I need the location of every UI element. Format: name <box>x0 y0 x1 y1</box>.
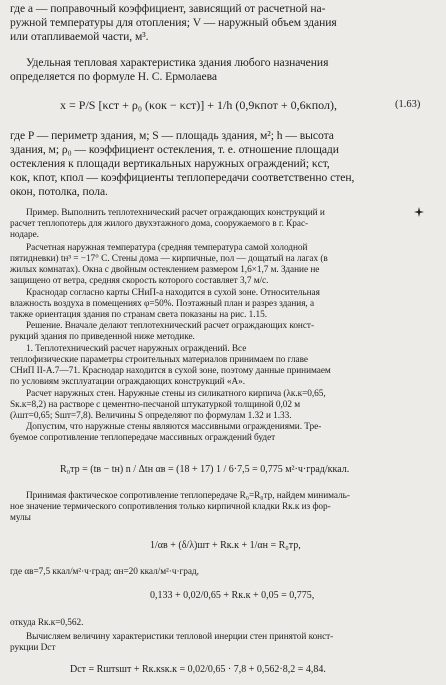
inertia-line-1: Вычисляем величину характеристики тепловой инерции стен принятой конст- <box>26 632 334 642</box>
example-line-5: пятидневки) tн³ = −17° С. Стены дома — кирпичные, пол — дощатый на лагах (в <box>10 254 328 264</box>
example-line-12: рукций здания по приведенной ниже методике. <box>10 332 195 342</box>
formula-number: (1.63) <box>395 99 421 110</box>
formula-d: Dст = Rштsшт + Rк.кsк.к = 0,02/0,65 · 7,8 + 0,562·8,2 = 4,84. <box>70 664 326 675</box>
ermolaev-formula: x = P/S [κст + ρ₀ (κок − κст)] + 1/h (0,9κпот + 0,6κпол), <box>60 98 337 112</box>
alpha-text: где αв=7,5 ккал/м²·ч·град; αн=20 ккал/м²·ч·град, <box>10 567 199 577</box>
example-line-7: защищено от ветра, средняя скорость которого составляет 3,7 м/с. <box>10 276 269 286</box>
example-line-2: расчет теплопотерь для жилого двухэтажного дома, сооружаемого в г. Крас- <box>10 219 309 229</box>
example-line-1: Пример. Выполнить теплотехнический расчет ограждающих конструкций и <box>26 208 325 218</box>
example-line-11: Решение. Вначале делают теплотехнический расчет ограждающих конст- <box>26 321 314 331</box>
example-line-18: Sк.к=8,2) на растворе с цементно-песчаной штукатуркой толщиной 0,02 м <box>10 400 301 410</box>
formula-sum: 1/αв + (δ/λ)шт + Rк.к + 1/αн = R₀тр, <box>150 540 301 551</box>
example-line-8: Краснодар согласно карты СНиП-а находится в сухой зоне. Относительная <box>26 288 320 298</box>
example-line-20: Допустим, что наружные стены являются массивными ограждениями. Тре- <box>26 422 322 432</box>
example-line-17: Расчет наружных стен. Наружные стены из силикатного кирпича (λк.к=0,65, <box>26 389 326 399</box>
definitions-line-3: остекления к площади вертикальных наружных ограждений; κст, <box>10 157 330 170</box>
definitions-line-1: где P — периметр здания, м; S — площадь здания, м²; h — высота <box>10 129 334 142</box>
intro-line-1: где a — поправочный коэффициент, зависящий от расчетной на- <box>10 2 326 15</box>
example-line-4: Расчетная наружная температура (средняя температура самой холодной <box>26 243 308 253</box>
inertia-line-2: рукции Dст <box>10 643 56 653</box>
intro-line-2: ружной температуры для отопления; V — наружный объем здания <box>10 16 337 29</box>
example-line-13: 1. Теплотехнический расчет наружных ограждений. Все <box>26 344 247 354</box>
after-r0-line-1: Принимая фактическое сопротивление теплопередаче R₀=R₀тр, найдем минималь- <box>26 491 350 501</box>
ink-blot-icon <box>414 207 424 217</box>
example-line-19: (λшт=0,65; Sшт=7,8). Величины S определяют по формулам 1.32 и 1.33. <box>10 411 292 421</box>
definitions-line-2: здания, м; ρ₀ — коэффициент остекления, т. е. отношение площади <box>10 143 339 156</box>
example-line-6: жилых комнатах). Окна с двойным остеклением размером 1,6×1,7 м. Здание не <box>10 265 320 275</box>
example-line-15: СНиП II-А.7—71. Краснодар находится в сухой зоне, поэтому данные принимаем <box>10 366 331 376</box>
ermolaev-line-1: Удельная тепловая характеристика здания любого назначения <box>26 56 329 69</box>
after-r0-line-3: мулы <box>10 513 31 523</box>
definitions-line-4: κок, κпот, κпол — коэффициенты теплопередачи соответственно стен, <box>10 171 355 184</box>
formula-numeric: 0,133 + 0,02/0,65 + Rк.к + 0,05 = 0,775, <box>150 590 315 601</box>
example-line-21: буемое сопротивление теплопередаче массивных ограждений будет <box>10 433 276 443</box>
example-line-10: также ориентация здания по странам света показаны на рис. 1.15. <box>10 310 268 320</box>
result-line: откуда Rк.к=0,562. <box>10 618 84 628</box>
example-line-3: нодаре. <box>10 230 39 240</box>
after-r0-line-2: ное значение термического сопротивления только кирпичной кладки Rк.к из фор- <box>10 502 331 512</box>
example-line-14: теплофизические параметры строительных материалов принимаем по главе <box>10 355 308 365</box>
intro-line-3: или отапливаемой части, м³. <box>10 30 149 43</box>
ermolaev-line-2: определяется по формуле Н. С. Ермолаева <box>10 70 217 83</box>
formula-r0: R₀тр = (tв − tн) n / Δtн αв = (18 + 17) 1 / 6·7,5 = 0,775 м²·ч·град/ккал. <box>60 464 350 475</box>
definitions-line-5: окон, потолка, пола. <box>10 185 108 198</box>
example-line-9: влажность воздуха в помещениях φ=50%. Поэтажный план и разрез здания, а <box>10 299 315 309</box>
example-line-16: по условиям эксплуатации ограждающих конструкций «А». <box>10 377 246 387</box>
